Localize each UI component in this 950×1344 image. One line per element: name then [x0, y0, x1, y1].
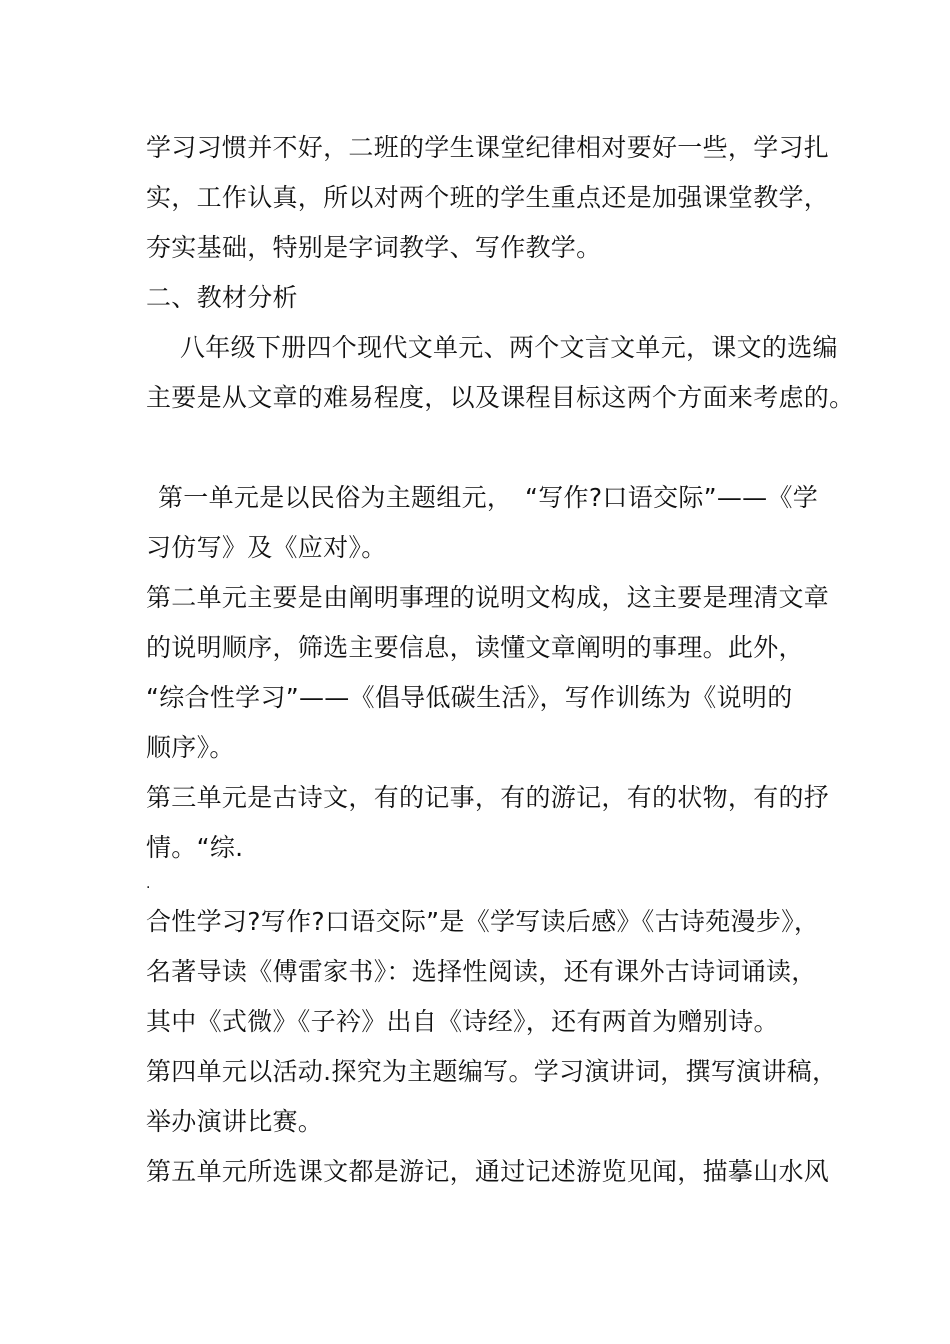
text-line: 其中《式微》《子衿》出自《诗经》，还有两首为赠别诗。 [146, 1007, 779, 1036]
text-line: 的说明顺序，筛选主要信息，读懂文章阐明的事理。此外， [146, 633, 804, 662]
text-line: 合性学习?写作?口语交际”是《学写读后感》《古诗苑漫步》， [146, 907, 820, 936]
text-line: 情。“综. [146, 833, 244, 862]
text-line: 第一单元是以民俗为主题组元， “写作?口语交际”——《学 [158, 483, 819, 512]
text-line: 习仿写》及《应对》。 [146, 533, 387, 562]
text-line: 举办演讲比赛。 [146, 1107, 324, 1136]
text-line: 夯实基础，特别是字词教学、写作教学。 [146, 233, 602, 262]
stray-dot: . [146, 876, 151, 892]
section-heading: 二、教材分析 [146, 283, 298, 312]
text-line: “综合性学习”——《倡导低碳生活》，写作训练为《说明的 [146, 683, 793, 712]
text-line: 第二单元主要是由阐明事理的说明文构成，这主要是理清文章 [146, 583, 830, 612]
text-line: 实，工作认真，所以对两个班的学生重点还是加强课堂教学， [146, 183, 830, 212]
text-line: 主要是从文章的难易程度，以及课程目标这两个方面来考虑的。 [146, 383, 855, 412]
text-line: 学习习惯并不好，二班的学生课堂纪律相对要好一些，学习扎 [146, 133, 830, 162]
text-line: 八年级下册四个现代文单元、两个文言文单元，课文的选编 [180, 333, 838, 362]
text-line: 第五单元所选课文都是游记，通过记述游览见闻，描摹山水风 [146, 1157, 830, 1186]
text-line: 顺序》。 [146, 733, 235, 762]
text-line: 第四单元以活动.探究为主题编写。学习演讲词，撰写演讲稿， [146, 1057, 838, 1086]
text-line: 名著导读《傅雷家书》：选择性阅读，还有课外古诗词诵读， [146, 957, 817, 986]
text-line: 第三单元是古诗文，有的记事，有的游记，有的状物，有的抒 [146, 783, 830, 812]
